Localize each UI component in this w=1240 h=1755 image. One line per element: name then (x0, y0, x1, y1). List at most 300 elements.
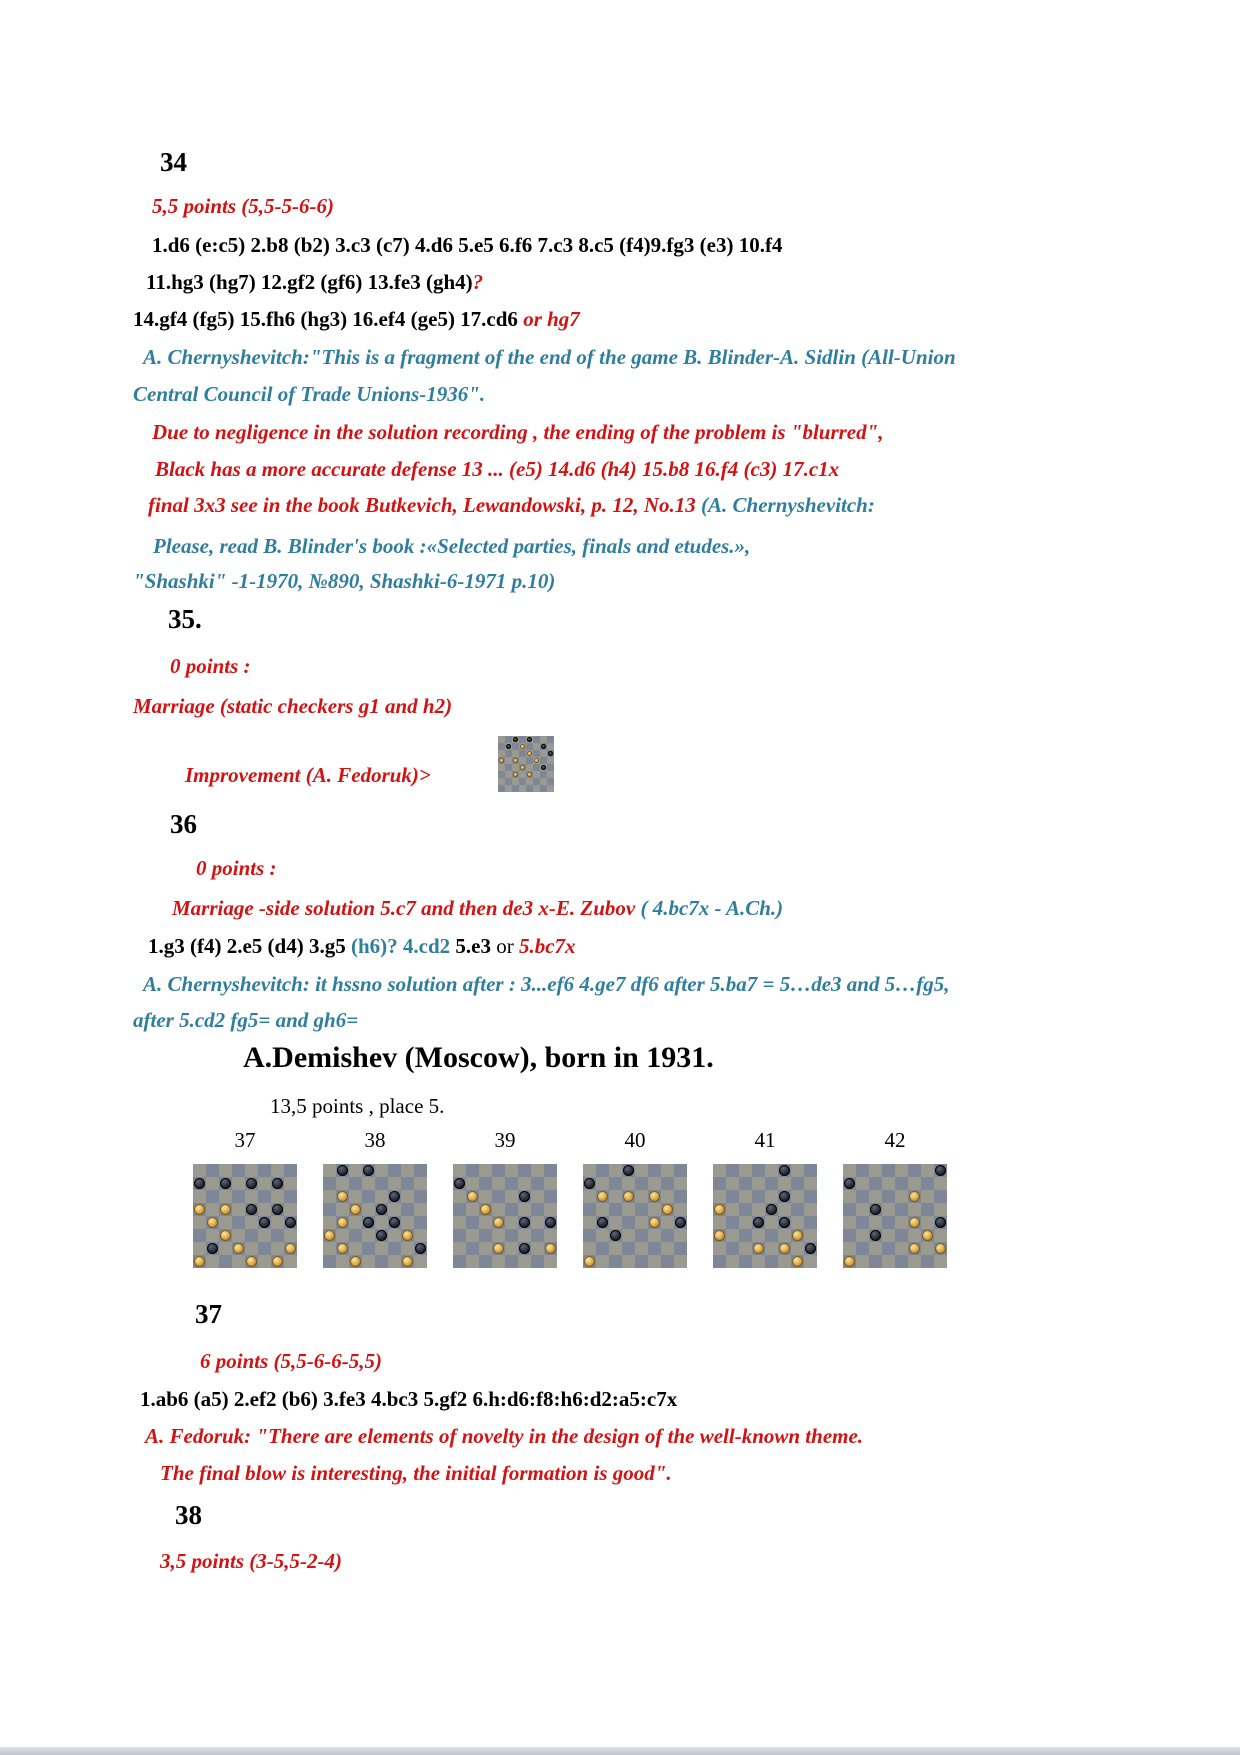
board-square (856, 1190, 869, 1203)
black-checker (272, 1204, 283, 1215)
board-square (635, 1190, 648, 1203)
board-square (245, 1216, 258, 1229)
board-square (765, 1216, 778, 1229)
board-square (336, 1255, 349, 1268)
board-square (547, 757, 554, 764)
board-square (752, 1177, 765, 1190)
board-square (713, 1255, 726, 1268)
board-square (362, 1255, 375, 1268)
board-square (498, 750, 505, 757)
board-square (519, 778, 526, 785)
board-square (804, 1229, 817, 1242)
board-square (934, 1203, 947, 1216)
black-checker (527, 737, 532, 742)
board-square (232, 1164, 245, 1177)
black-checker (194, 1178, 205, 1189)
alternative-move: 5.bc7x (518, 934, 576, 958)
board-square (882, 1177, 895, 1190)
board-square (726, 1229, 739, 1242)
board-square (349, 1216, 362, 1229)
board-square (856, 1164, 869, 1177)
board-square (609, 1216, 622, 1229)
board-square (492, 1190, 505, 1203)
board-square (518, 1242, 531, 1255)
board-square (284, 1164, 297, 1177)
board-square (479, 1242, 492, 1255)
board-square (388, 1190, 401, 1203)
board-square (895, 1216, 908, 1229)
black-checker (363, 1165, 374, 1176)
board-square (908, 1216, 921, 1229)
board-square (284, 1190, 297, 1203)
white-checker (792, 1230, 803, 1241)
board-square (726, 1164, 739, 1177)
board-square (843, 1229, 856, 1242)
board-square (540, 771, 547, 778)
board-square (401, 1190, 414, 1203)
board-square (544, 1203, 557, 1216)
board-square (414, 1255, 427, 1268)
board-square (934, 1242, 947, 1255)
checkers-board-37 (193, 1164, 297, 1268)
board-square (544, 1229, 557, 1242)
board-square (648, 1255, 661, 1268)
board-square (232, 1203, 245, 1216)
section-34-heading: 34 (160, 147, 187, 177)
board-square (388, 1255, 401, 1268)
board-square (661, 1255, 674, 1268)
board-square (752, 1164, 765, 1177)
board-square (232, 1216, 245, 1229)
board-square (219, 1177, 232, 1190)
board-square (648, 1203, 661, 1216)
white-checker (649, 1217, 660, 1228)
checkers-board-40 (583, 1164, 687, 1268)
white-checker (194, 1204, 205, 1215)
board-square (362, 1229, 375, 1242)
section-35-points: 0 points : (170, 654, 251, 678)
board-square (206, 1216, 219, 1229)
board-square (843, 1216, 856, 1229)
board-square (492, 1255, 505, 1268)
board-square (648, 1164, 661, 1177)
board-square (533, 785, 540, 792)
board-square (492, 1164, 505, 1177)
board-square (219, 1216, 232, 1229)
white-checker (649, 1191, 660, 1202)
board-square (869, 1177, 882, 1190)
board-square (739, 1164, 752, 1177)
board-square (544, 1177, 557, 1190)
board-square (453, 1164, 466, 1177)
board-square (583, 1255, 596, 1268)
board-square (245, 1177, 258, 1190)
section-36-comment-line2: after 5.cd2 fg5= and gh6= (133, 1008, 359, 1032)
board-square (544, 1164, 557, 1177)
board-square (869, 1190, 882, 1203)
improvement-diagram (498, 736, 554, 792)
variant-text: ( 4.bc7x - A.Ch.) (640, 896, 784, 920)
board-square (765, 1164, 778, 1177)
board-square (713, 1164, 726, 1177)
black-checker (246, 1204, 257, 1215)
board-square (526, 750, 533, 757)
checkers-board-38 (323, 1164, 427, 1268)
board-square (583, 1242, 596, 1255)
board-square (492, 1203, 505, 1216)
board-square (609, 1242, 622, 1255)
board-square (713, 1229, 726, 1242)
board-square (791, 1216, 804, 1229)
white-checker (714, 1204, 725, 1215)
black-checker (519, 1191, 530, 1202)
section-36-heading: 36 (170, 809, 197, 839)
board-square (479, 1216, 492, 1229)
board-square (349, 1190, 362, 1203)
black-checker (779, 1165, 790, 1176)
board-square (921, 1242, 934, 1255)
board-square (323, 1164, 336, 1177)
board-square (388, 1229, 401, 1242)
board-square (518, 1190, 531, 1203)
board-square (713, 1190, 726, 1203)
board-square (908, 1177, 921, 1190)
section-34-comment-line4: "Shashki" -1-1970, №890, Shashki-6-1971 p.10) (133, 569, 556, 593)
board-square (479, 1229, 492, 1242)
black-checker (805, 1243, 816, 1254)
board-square (596, 1177, 609, 1190)
board-square (258, 1255, 271, 1268)
board-square (583, 1229, 596, 1242)
black-checker (220, 1178, 231, 1189)
board-square (648, 1216, 661, 1229)
board-square (635, 1242, 648, 1255)
board-square (648, 1177, 661, 1190)
board-square (713, 1242, 726, 1255)
board-square (713, 1216, 726, 1229)
black-checker (337, 1165, 348, 1176)
board-square (362, 1177, 375, 1190)
board-square (895, 1255, 908, 1268)
board-square (765, 1229, 778, 1242)
board-square (284, 1255, 297, 1268)
black-checker (519, 1217, 530, 1228)
board-square (512, 757, 519, 764)
board-square (531, 1177, 544, 1190)
board-square (375, 1177, 388, 1190)
black-checker (246, 1178, 257, 1189)
board-square (193, 1190, 206, 1203)
white-checker (753, 1243, 764, 1254)
black-checker (389, 1191, 400, 1202)
board-square (596, 1190, 609, 1203)
board-square (869, 1216, 882, 1229)
board-square (193, 1229, 206, 1242)
board-square (336, 1190, 349, 1203)
board-square (518, 1164, 531, 1177)
board-square (583, 1216, 596, 1229)
board-square (596, 1164, 609, 1177)
board-square (622, 1216, 635, 1229)
board-square (498, 771, 505, 778)
board-square (843, 1255, 856, 1268)
board-square (674, 1190, 687, 1203)
board-square (533, 750, 540, 757)
board-square (726, 1255, 739, 1268)
board-square (674, 1177, 687, 1190)
board-square (908, 1242, 921, 1255)
board-square (206, 1190, 219, 1203)
section-36-points: 0 points : (196, 856, 277, 880)
board-square (505, 1255, 518, 1268)
board-square (526, 771, 533, 778)
white-checker (350, 1204, 361, 1215)
board-square (492, 1242, 505, 1255)
board-square (336, 1203, 349, 1216)
section-34-note-line3 (148, 493, 875, 518)
board-square (206, 1164, 219, 1177)
board-square (791, 1255, 804, 1268)
board-square (533, 757, 540, 764)
black-checker (935, 1217, 946, 1228)
section-36-moves-line (148, 934, 576, 959)
board-square (765, 1190, 778, 1203)
board-square (791, 1164, 804, 1177)
section-34-comment-line1: A. Chernyshevitch:"This is a fragment of the end of the game B. Blinder-A. Sidlin (All-Union (143, 345, 956, 369)
board-square (804, 1177, 817, 1190)
board-square (232, 1190, 245, 1203)
board-square (869, 1242, 882, 1255)
board-square (505, 771, 512, 778)
board-square (219, 1164, 232, 1177)
board-square (349, 1242, 362, 1255)
board-square (791, 1229, 804, 1242)
black-checker (541, 765, 546, 770)
board-square (869, 1203, 882, 1216)
black-checker (363, 1217, 374, 1228)
black-checker (415, 1243, 426, 1254)
section-38-heading: 38 (175, 1500, 202, 1530)
board-square (726, 1177, 739, 1190)
board-square (739, 1242, 752, 1255)
board-square (726, 1242, 739, 1255)
board-square (843, 1242, 856, 1255)
section-36-marriage-line (172, 896, 783, 921)
board-square (505, 1190, 518, 1203)
board-square (219, 1255, 232, 1268)
board-square (258, 1229, 271, 1242)
board-square (843, 1164, 856, 1177)
moves-text: 1.g3 (f4) 2.e5 (d4) 3.g5 (148, 934, 351, 958)
board-square (375, 1255, 388, 1268)
section-37-comment-line1: A. Fedoruk: "There are elements of novelty in the design of the well-known theme. (145, 1424, 864, 1448)
board-square (388, 1203, 401, 1216)
board-square (193, 1216, 206, 1229)
board-square (934, 1164, 947, 1177)
board-square (804, 1203, 817, 1216)
white-checker (402, 1230, 413, 1241)
black-checker (610, 1230, 621, 1241)
board-square (505, 757, 512, 764)
board-square (752, 1190, 765, 1203)
page-bottom-edge (0, 1747, 1240, 1755)
board-square (362, 1164, 375, 1177)
board-square (635, 1255, 648, 1268)
board-square (895, 1190, 908, 1203)
board-square (934, 1255, 947, 1268)
white-checker (513, 758, 518, 763)
board-square (284, 1242, 297, 1255)
board-square (622, 1164, 635, 1177)
board-square (547, 771, 554, 778)
board-square (498, 764, 505, 771)
section-34-note-line1: Due to negligence in the solution recording , the ending of the problem is "blurred", (152, 420, 884, 444)
board-square (271, 1177, 284, 1190)
board-square (479, 1255, 492, 1268)
board-square (661, 1242, 674, 1255)
board-square (362, 1242, 375, 1255)
moves-highlight: (h6)? 4.cd2 (350, 934, 451, 958)
board-square (466, 1190, 479, 1203)
board-square (583, 1177, 596, 1190)
board-square (908, 1190, 921, 1203)
board-square (547, 743, 554, 750)
board-square (375, 1229, 388, 1242)
section-34-note-line2: Black has a more accurate defense 13 ... (e5) 14.d6 (h4) 15.b8 16.f4 (c3) 17.c1x (155, 457, 840, 481)
board-square (583, 1164, 596, 1177)
board-square (882, 1203, 895, 1216)
alternative-move: or hg7 (523, 307, 580, 331)
board-square (609, 1190, 622, 1203)
board-square (219, 1203, 232, 1216)
board-square (531, 1255, 544, 1268)
board-square (245, 1255, 258, 1268)
board-square (498, 743, 505, 750)
board-square (232, 1255, 245, 1268)
board-square (778, 1229, 791, 1242)
board-square (505, 1216, 518, 1229)
board-square (791, 1203, 804, 1216)
white-checker (662, 1204, 673, 1215)
board-square (895, 1203, 908, 1216)
board-square (323, 1177, 336, 1190)
board-square (622, 1203, 635, 1216)
board-square (505, 785, 512, 792)
white-checker (935, 1243, 946, 1254)
board-square (765, 1203, 778, 1216)
board-square (375, 1164, 388, 1177)
board-square (414, 1242, 427, 1255)
section-34-moves-line3 (133, 307, 580, 332)
white-checker (545, 1243, 556, 1254)
black-checker (844, 1178, 855, 1189)
board-square (336, 1177, 349, 1190)
white-checker (337, 1217, 348, 1228)
board-square (778, 1216, 791, 1229)
board-square (232, 1177, 245, 1190)
board-square (648, 1242, 661, 1255)
white-checker (714, 1230, 725, 1241)
board-square (778, 1242, 791, 1255)
board-square (726, 1216, 739, 1229)
board-square (414, 1190, 427, 1203)
board-square (323, 1190, 336, 1203)
board-square (778, 1190, 791, 1203)
board-square (466, 1216, 479, 1229)
board-square (479, 1164, 492, 1177)
board-square (512, 778, 519, 785)
board-square (856, 1255, 869, 1268)
board-square (505, 778, 512, 785)
board-square (540, 764, 547, 771)
board-square (934, 1190, 947, 1203)
board-square (258, 1216, 271, 1229)
board-square (336, 1164, 349, 1177)
checkers-board-42 (843, 1164, 947, 1268)
board-square (547, 785, 554, 792)
white-checker (467, 1191, 478, 1202)
board-square (934, 1216, 947, 1229)
board-square (882, 1255, 895, 1268)
board-square (843, 1177, 856, 1190)
board-square (193, 1164, 206, 1177)
board-square (193, 1255, 206, 1268)
black-checker (584, 1178, 595, 1189)
board-square (661, 1177, 674, 1190)
black-checker (207, 1243, 218, 1254)
white-checker (520, 765, 525, 770)
board-square (596, 1255, 609, 1268)
board-square (375, 1216, 388, 1229)
black-checker (376, 1204, 387, 1215)
section-37-moves: 1.ab6 (a5) 2.ef2 (b6) 3.fe3 4.bc3 5.gf2 6.h:d6:f8:h6:d2:a5:c7x (140, 1387, 678, 1411)
board-square (323, 1229, 336, 1242)
board-square (739, 1177, 752, 1190)
white-checker (792, 1256, 803, 1267)
board-square (921, 1190, 934, 1203)
black-checker (259, 1217, 270, 1228)
board-square (219, 1229, 232, 1242)
board-square (219, 1242, 232, 1255)
white-checker (520, 744, 525, 749)
white-checker (844, 1256, 855, 1267)
board-square (271, 1164, 284, 1177)
board-square (466, 1164, 479, 1177)
board-square (804, 1216, 817, 1229)
moves-text: 5.e3 (450, 934, 497, 958)
board-square (512, 785, 519, 792)
board-square (895, 1229, 908, 1242)
board-square (505, 1229, 518, 1242)
board-square (908, 1164, 921, 1177)
board-square (258, 1177, 271, 1190)
board-square (713, 1203, 726, 1216)
board-square (526, 778, 533, 785)
board-square (648, 1229, 661, 1242)
board-square (336, 1229, 349, 1242)
board-square (765, 1242, 778, 1255)
board-square (512, 750, 519, 757)
board-square (401, 1177, 414, 1190)
board-square (921, 1255, 934, 1268)
board-square (661, 1216, 674, 1229)
board-square (752, 1242, 765, 1255)
board-square (895, 1177, 908, 1190)
board-square (512, 743, 519, 750)
board-square (531, 1203, 544, 1216)
board-square (765, 1255, 778, 1268)
board-square (869, 1255, 882, 1268)
